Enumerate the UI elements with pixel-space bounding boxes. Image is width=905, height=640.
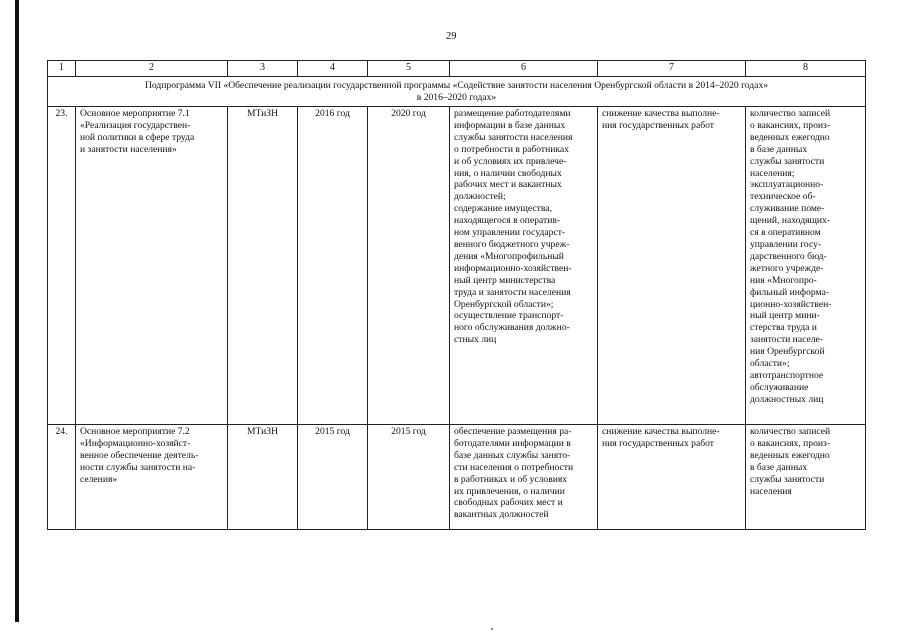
results-text: размещение работодателями информации в базе данных службы занятости населения о потребности в работниках и об условиях их привлече- ния, о наличии свободных рабочих мест и вакантных должностей; содержание имущества, находящегося в оператив- ном управлении государст- венного бюджетного учреж- дения «Многопрофильный информационно-хозяйствен- ный центр министерства труда и занятости населения Оренбургской области»; осуществление транспорт- ного обслуживания должно- стных лиц [454, 108, 573, 346]
consequences-text: снижение качества выполне- ния государственных работ [602, 108, 720, 131]
indicators-text: количество записей о вакансиях, произ- веденных ежегодно в базе данных службы занятости населения [750, 426, 831, 497]
row-number-cell: 23. [48, 107, 76, 425]
row-number-cell: 24. [48, 425, 76, 530]
activity-text: Основное мероприятие 7.2 «Информационно-хозяйст- венное обеспечение деятель- ности службы занятости на- селения» [80, 426, 199, 485]
results-text: обеспечение размещения ра- ботодателями информации в базе данных службы занято- сти населения о потребности в работниках и об условиях их привлечения, о наличии свободных рабочих мест и вакантных должностей [454, 426, 574, 521]
indicators-cell [746, 107, 866, 425]
consequences-text: снижение качества выполне- ния государственных работ [602, 426, 720, 449]
indicators-cell [746, 425, 866, 530]
results-cell [450, 107, 598, 425]
subprogram-title [48, 77, 866, 107]
results-cell [450, 425, 598, 530]
program-activities-table [47, 60, 866, 530]
column-number-cell: 2 [76, 61, 228, 77]
scan-speck [491, 628, 493, 630]
executor-cell: МТиЗН [228, 107, 298, 425]
column-number-cell: 1 [48, 61, 76, 77]
column-number-cell: 4 [298, 61, 368, 77]
column-number-cell: 6 [450, 61, 598, 77]
subprogram-title-text: Подпрограмма VII «Обеспечение реализации государственной программы «Содействие занятости населения Оренбургской области в 2014–2020 годах» в 2016–2020 годах» [144, 80, 769, 103]
activity-cell [76, 425, 228, 530]
column-number-cell: 5 [368, 61, 450, 77]
start-year-cell: 2016 год [298, 107, 368, 425]
column-number-row [48, 61, 866, 77]
column-number-cell: 8 [746, 61, 866, 77]
activity-text: Основное мероприятие 7.1 «Реализация государствен- ной политики в сфере труда и занятости населения» [80, 108, 195, 155]
executor-cell: МТиЗН [228, 425, 298, 530]
indicators-text: количество записей о вакансиях, произ- веденных ежегодно в базе данных службы занятости населения; эксплуатационно- техническое об- служивание поме- щений, находящих- ся в оперативном управлении госу- дарственного бюд- жетного учрежде- ния «Многопро- фильный информа- ционно-хозяйствен- ный центр мини- стерства труда и занятости населе- ния Оренбургской области»; автотранспортное обслуживание должностных лиц [750, 108, 832, 405]
table-row [48, 107, 866, 425]
column-number-cell: 3 [228, 61, 298, 77]
scan-margin-bar [15, 0, 19, 622]
consequences-cell [598, 425, 746, 530]
end-year-cell: 2015 год [368, 425, 450, 530]
subprogram-row [48, 77, 866, 107]
end-year-cell: 2020 год [368, 107, 450, 425]
table-row [48, 425, 866, 530]
column-number-cell: 7 [598, 61, 746, 77]
start-year-cell: 2015 год [298, 425, 368, 530]
page-number: 29 [446, 31, 457, 42]
consequences-cell [598, 107, 746, 425]
activity-cell [76, 107, 228, 425]
